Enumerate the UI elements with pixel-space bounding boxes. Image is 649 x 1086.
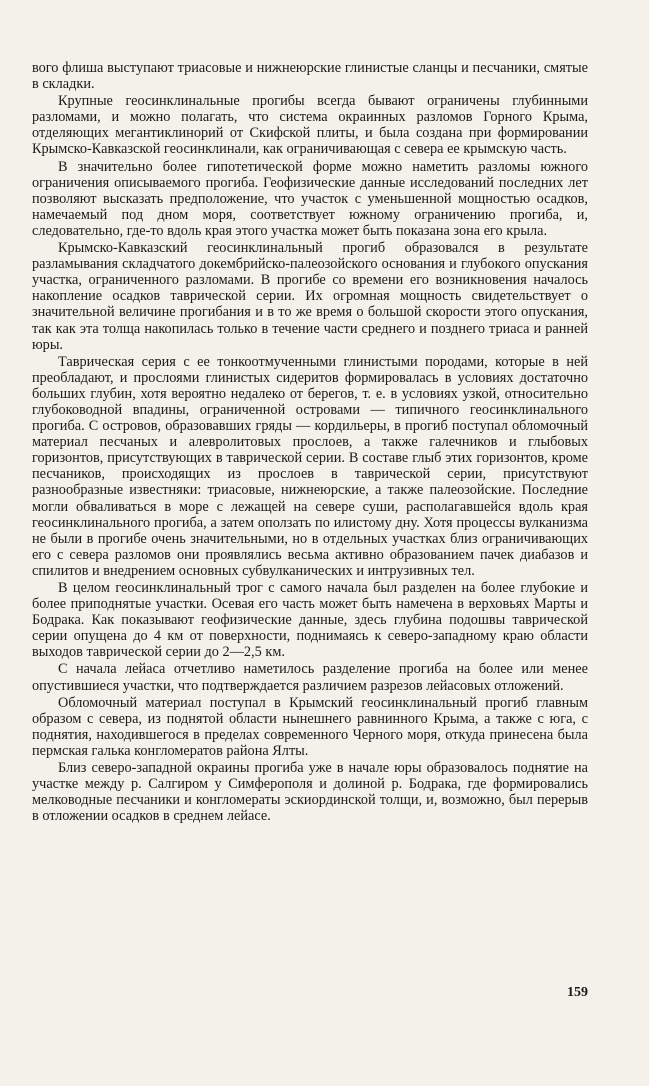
paragraph: Крупные геосинклинальные прогибы всегда бывают ограничены глубинными разломами, и можно полагать, что система окраинных разломов Горного Крыма, отделяющих мегантиклинорий от Скифской плиты, и была создана при формировании Крымско-Кавказской геосинклинали, как ограничивающая с севера ее крымскую часть. [32,93,588,158]
paragraph: Таврическая серия с ее тонкоотмученными глинистыми породами, которые в ней преобладают, и прослоями глинистых сидеритов формировалась в условиях достаточно больших глубин, хотя вероятно недалеко от берегов, т. е. в условиях узкой, относительно глубоководной впадины, ограниченной островами — типичного геосинклинального прогиба. С островов, образовавших гряды — кордильеры, в прогиб поступал обломочный материал песчаных и алевролитовых прослоев, а также галечников и глыбовых горизонтов, присутствующих в таврической серии. В составе глыб этих горизонтов, кроме песчаников, происходящих из прослоев в таврической серии, присутствуют разнообразные известняки: триасовые, нижнеюрские, а также палеозойские. Последние могли обваливаться в море с лежащей на севере суши, располагавшейся вдоль края геосинклинального прогиба, а затем оползать по илистому дну. Хотя процессы вулканизма не были в прогибе очень значительными, но в отдельных участках близ ограничивающих его с севера разломов они проявлялись весьма активно образованием пачек диабазов и спилитов и внедрением основных субвулканических и интрузивных тел. [32,353,588,579]
page-body [32,60,588,824]
paragraph: В значительно более гипотетической форме можно наметить разломы южного ограничения описываемого прогиба. Геофизические данные исследований последних лет позволяют высказать предположение, что участок с уменьшенной мощностью осадков, намечаемый под дном моря, соответствует южному ограничению прогиба, и, следовательно, где-то вдоль края этого участка может быть показана зона его крыла. [32,158,588,239]
paragraph: Обломочный материал поступал в Крымский геосинклинальный прогиб главным образом с севера, из поднятой области нынешнего равнинного Крыма, а также с юга, с поднятия, находившегося в пределах современного Черного моря, откуда принесена была пермская галька конгломератов района Ялты. [32,694,588,759]
paragraph: Близ северо-западной окраины прогиба уже в начале юры образовалось поднятие на участке между р. Салгиром у Симферополя и долиной р. Бодрака, где формировались мелководные песчаники и конгломераты эскиординской толщи, и, возможно, был перерыв в отложении осадков в среднем лейасе. [32,760,588,825]
page-number: 159 [567,985,588,1000]
paragraph: С начала лейаса отчетливо наметилось разделение прогиба на более или менее опустившиеся участки, что подтверждается различием разрезов лейасовых отложений. [32,661,588,694]
paragraph: вого флиша выступают триасовые и нижнеюрские глинистые сланцы и песчаники, смятые в складки. [32,60,588,93]
paragraph: Крымско-Кавказский геосинклинальный прогиб образовался в результате разламывания складчатого докембрийско-палеозойского основания и глубокого опускания участка, ограниченного разломами. В прогибе со времени его возникновения началось накопление осадков таврической серии. Их огромная мощность свидетельствует о значительной величине прогибания и в то же время о большой скорости этого опускания, так как эта толща накопилась только в течение части среднего и позднего триаса и ранней юры. [32,240,588,353]
paragraph: В целом геосинклинальный трог с самого начала был разделен на более глубокие и более приподнятые участки. Осевая его часть может быть намечена в верховьях Марты и Бодрака. Как показывают геофизические данные, здесь глубина подошвы таврической серии опущена до 4 км от поверхности, поднимаясь к северо-западному краю области выходов таврической серии до 2—2,5 км. [32,580,588,661]
